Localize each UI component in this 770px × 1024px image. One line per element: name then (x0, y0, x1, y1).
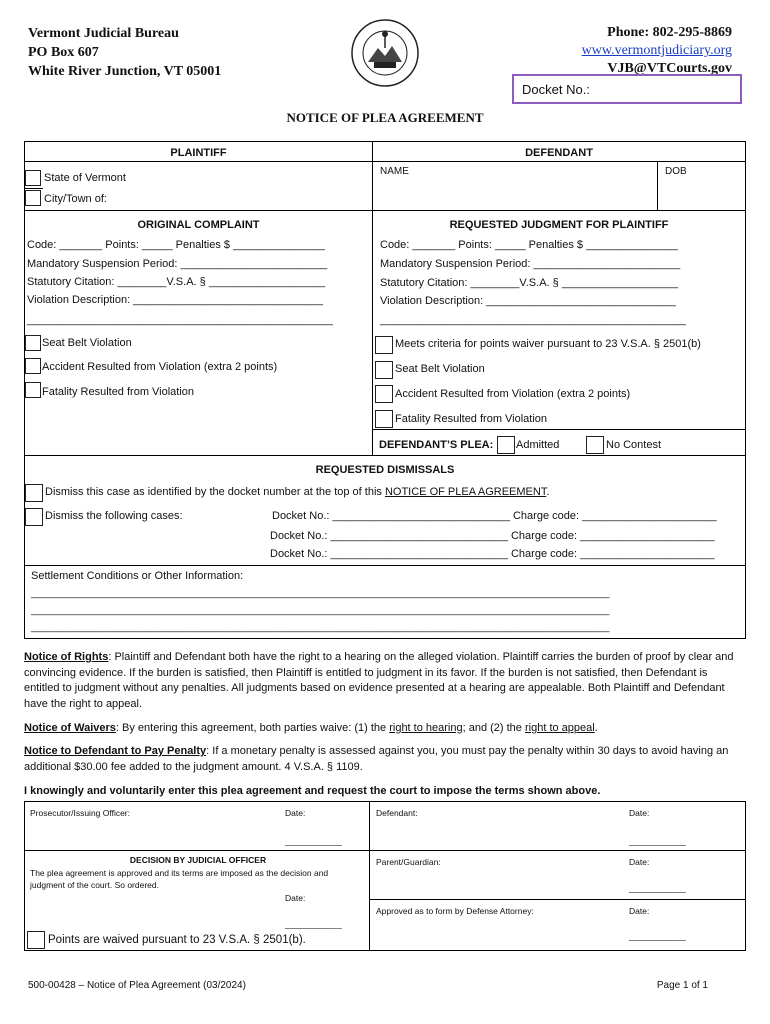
attorney-date-line: ____________ (629, 931, 686, 941)
oc-line-2: Mandatory Suspension Period: ________________________ (27, 258, 328, 270)
plea-label: DEFENDANT’S PLEA: (379, 439, 494, 451)
attorney-label: Approved as to form by Defense Attorney: (376, 906, 534, 916)
attorney-signature-box[interactable] (369, 899, 746, 951)
notice-pay-penalty: Notice to Defendant to Pay Penalty: If a monetary penalty is assessed against you, you must pay the penalty within 30 days to avoid having an additional $30.00 fee added to the judgment amount. 4 V.S.A. § 1109. (24, 745, 729, 773)
city-label: City/Town of: (44, 193, 107, 205)
vermont-seal-icon (350, 18, 420, 88)
docket-label: Docket No.: (522, 82, 590, 97)
rj-line-1: Code: _______ Points: _____ Penalties $ _______________ (380, 239, 678, 251)
oc-line-5: __________________________________________________ (27, 314, 333, 326)
parent-date-label: Date: (629, 857, 650, 867)
decision-text: The plea agreement is approved and its terms are imposed as the decision and judgment of the court. So ordered. (30, 868, 329, 890)
docket-number-field[interactable] (512, 74, 742, 104)
rj-seat-belt-checkbox[interactable] (375, 361, 393, 379)
notice-of-waivers: Notice of Waivers: By entering this agreement, both parties waive: (1) the right to hearing; and (2) the right to appeal. (24, 722, 598, 734)
defendant-sig-label: Defendant: (376, 808, 418, 818)
dismissals-header: REQUESTED DISMISSALS (315, 464, 455, 476)
org-name: Vermont Judicial Bureau (28, 26, 179, 41)
org-city: White River Junction, VT 05001 (28, 64, 222, 79)
org-po-box: PO Box 607 (28, 45, 99, 60)
oc-line-1: Code: _______ Points: _____ Penalties $ _______________ (27, 239, 325, 251)
plea-no-contest-label: No Contest (606, 439, 662, 451)
requested-judgment-header: REQUESTED JUDGMENT FOR PLAINTIFF (449, 219, 669, 231)
settlement-line-3[interactable]: ________________________________________________________________________________________________________ (31, 622, 610, 633)
form-frame (24, 141, 746, 639)
court-address (28, 24, 221, 81)
dismiss-this-checkbox[interactable] (25, 484, 43, 502)
settlement-line-1[interactable]: ________________________________________________________________________________________________________ (31, 588, 610, 599)
plea-admitted-label: Admitted (516, 439, 560, 451)
rj-seat-belt-label: Seat Belt Violation (395, 363, 485, 375)
state-label: State of Vermont (44, 172, 126, 184)
original-complaint-header: ORIGINAL COMPLAINT (137, 219, 260, 231)
name-label: NAME (380, 166, 409, 177)
dismiss-row-1: Docket No.: _____________________________ Charge code: ______________________ (272, 510, 717, 522)
prosecutor-date-line: ____________ (285, 836, 342, 846)
rj-waiver-checkbox[interactable] (375, 336, 393, 354)
notice-of-rights: Notice of Rights: Plaintiff and Defendant both have the right to a hearing on the alleged violation. Plaintiff carries the burden of proof by clear and convincing evidence. If the burden is satisfied, then Plaintiff is entitled to judgment in its favor. If the burden is not satisfied, then Defendant is entitled to judgment without any penalties. All judgments based on evidence presented at a hearing are appealable. Both Plaintiff and Defendant have the right to appeal. (24, 651, 734, 710)
oc-line-4: Violation Description: _______________________________ (27, 294, 323, 306)
prosecutor-signature-box[interactable] (24, 801, 370, 851)
rj-line-4: Violation Description: _______________________________ (380, 295, 676, 307)
dismiss-this-label: Dismiss this case as identified by the docket number at the top of this NOTICE OF PLEA AGREEMENT. (45, 486, 550, 498)
attorney-date-label: Date: (629, 906, 650, 916)
defendant-signature-box[interactable] (369, 801, 746, 851)
rj-accident-checkbox[interactable] (375, 385, 393, 403)
page-title: NOTICE OF PLEA AGREEMENT (286, 110, 484, 125)
rj-line-2: Mandatory Suspension Period: ________________________ (380, 258, 681, 270)
oc-fatality-label: Fatality Resulted from Violation (42, 386, 195, 398)
parent-signature-box[interactable] (369, 850, 746, 900)
rj-fatality-checkbox[interactable] (375, 410, 393, 428)
rj-line-3: Statutory Citation: ________V.S.A. § ___________________ (380, 277, 679, 289)
state-checkbox[interactable] (25, 170, 41, 186)
oc-accident-label: Accident Resulted from Violation (extra 2 points) (42, 361, 278, 373)
prosecutor-label: Prosecutor/Issuing Officer: (30, 808, 130, 818)
oc-seat-belt-label: Seat Belt Violation (42, 337, 132, 349)
points-waived-label: Points are waived pursuant to 23 V.S.A. § 2501(b). (48, 934, 306, 946)
plaintiff-header: PLAINTIFF (170, 147, 227, 159)
plea-no-contest-checkbox[interactable] (586, 436, 604, 454)
defendant-date-line: ____________ (629, 836, 686, 846)
city-checkbox[interactable] (25, 190, 41, 206)
form-id: 500-00428 – Notice of Plea Agreement (03/2024) (28, 980, 246, 991)
points-waived-checkbox[interactable] (27, 931, 45, 949)
defendant-date-label: Date: (629, 808, 650, 818)
plea-admitted-checkbox[interactable] (497, 436, 515, 454)
defendant-header: DEFENDANT (525, 147, 593, 159)
rj-fatality-label: Fatality Resulted from Violation (395, 413, 548, 425)
agreement-statement: I knowingly and voluntarily enter this plea agreement and request the court to impose the terms shown above. (24, 785, 601, 797)
dismiss-row-2: Docket No.: _____________________________ Charge code: ______________________ (270, 530, 715, 542)
oc-accident-checkbox[interactable] (25, 358, 41, 374)
oc-line-3: Statutory Citation: ________V.S.A. § ___________________ (27, 276, 326, 288)
decision-title: DECISION BY JUDICIAL OFFICER (129, 855, 267, 865)
email: VJB@VTCourts.gov (607, 61, 732, 76)
settlement-label: Settlement Conditions or Other Information: (31, 570, 244, 582)
oc-fatality-checkbox[interactable] (25, 382, 41, 398)
phone: Phone: 802-295-8869 (607, 25, 732, 40)
dismiss-following-checkbox[interactable] (25, 508, 43, 526)
prosecutor-date-label: Date: (285, 808, 306, 818)
rj-waiver-label: Meets criteria for points waiver pursuant to 23 V.S.A. § 2501(b) (395, 338, 701, 350)
rj-accident-label: Accident Resulted from Violation (extra 2 points) (395, 388, 631, 400)
judge-date-label: Date: (285, 893, 306, 903)
parent-date-line: ____________ (629, 883, 686, 893)
dob-label: DOB (665, 166, 687, 177)
parent-label: Parent/Guardian: (376, 857, 441, 867)
dismiss-row-3: Docket No.: _____________________________ Charge code: ______________________ (270, 548, 715, 560)
website-link[interactable]: www.vermontjudiciary.org (581, 43, 732, 58)
court-contact (582, 24, 732, 78)
dismiss-following-label: Dismiss the following cases: (45, 510, 183, 522)
judicial-decision-box[interactable] (24, 850, 370, 951)
settlement-line-2[interactable]: ________________________________________________________________________________________________________ (31, 605, 610, 616)
oc-seat-belt-checkbox[interactable] (25, 335, 41, 351)
page-number: Page 1 of 1 (656, 980, 708, 991)
judge-date-line: ____________ (285, 919, 342, 929)
rj-line-5: __________________________________________________ (380, 314, 686, 326)
